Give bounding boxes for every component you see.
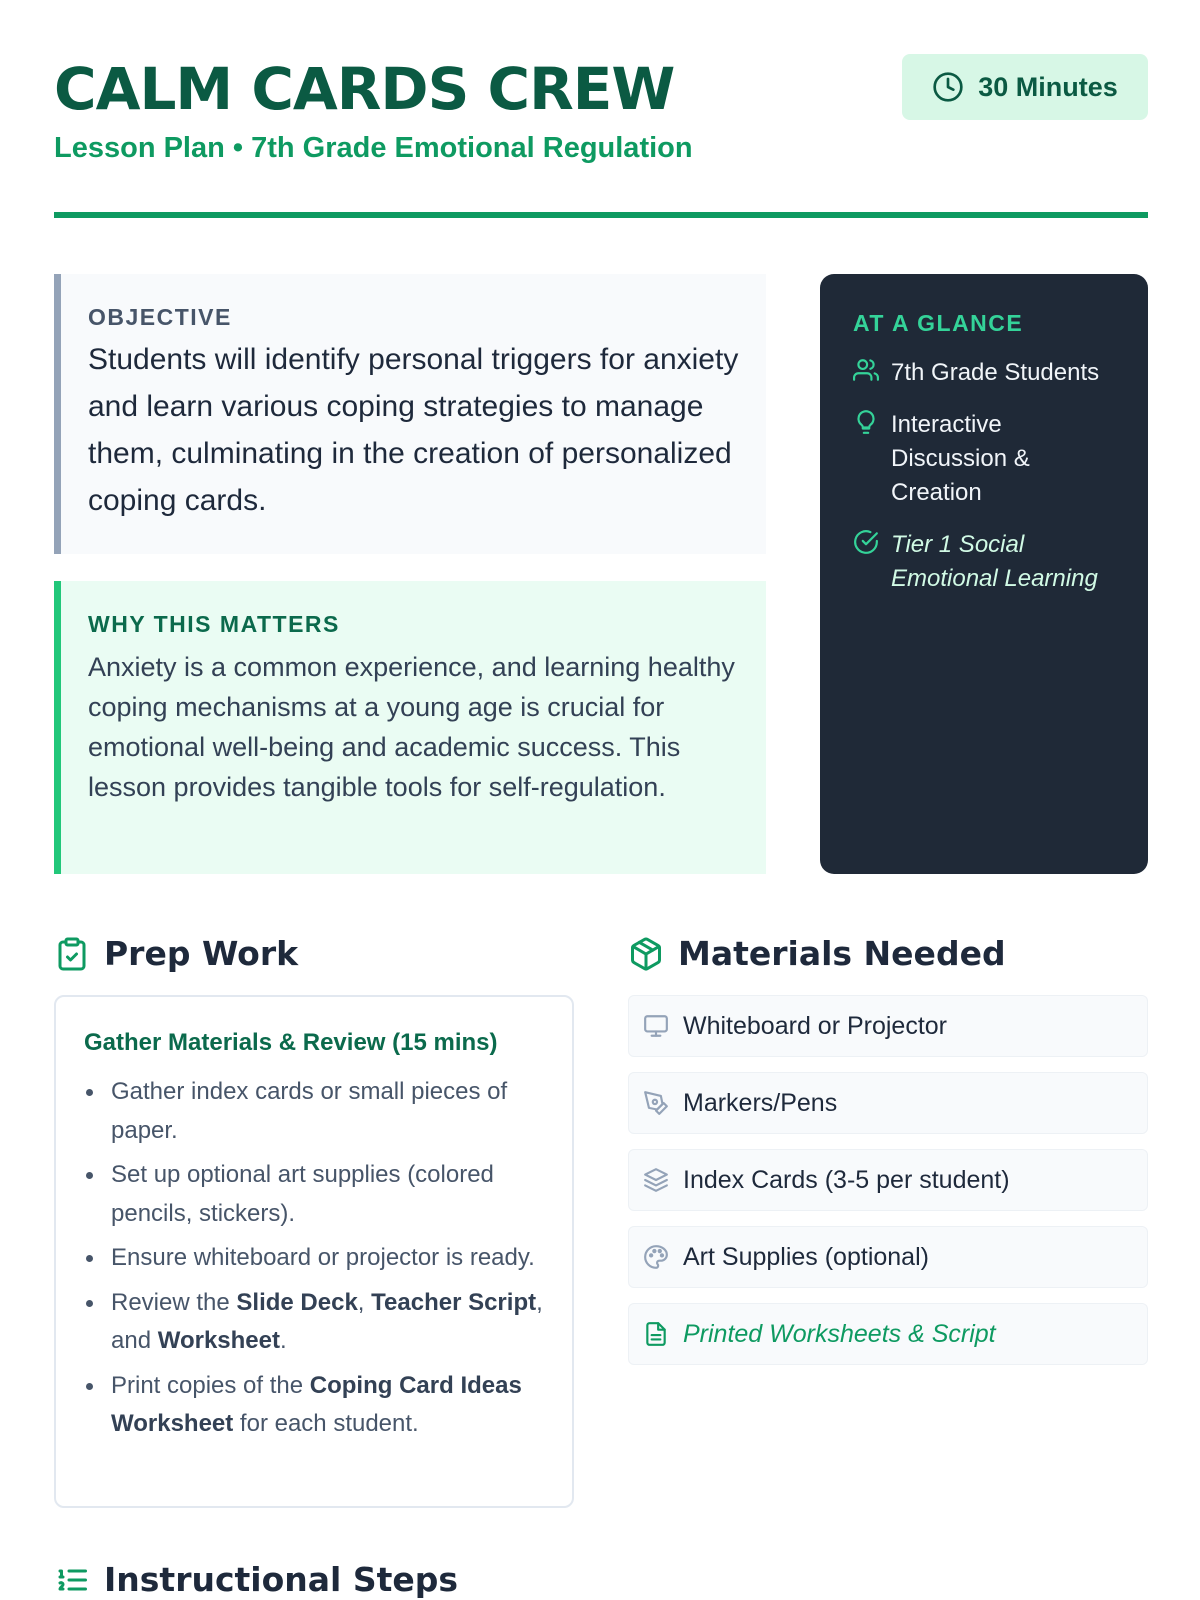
materials-title: Materials Needed — [678, 934, 1006, 973]
list-item — [84, 1367, 546, 1444]
prep-list — [84, 1073, 546, 1444]
objective-label: OBJECTIVE — [88, 304, 232, 330]
clock-icon — [932, 71, 964, 103]
glance-item-format — [853, 408, 1124, 510]
why-text: Anxiety is a common experience, and learning healthy coping mechanisms at a young age is crucial for emotional well-being and academic success. This lesson provides tangible tools for self-regulation. — [88, 652, 735, 802]
glance-text: Tier 1 Social Emotional Learning — [891, 531, 1098, 592]
list-item — [84, 1073, 546, 1150]
objective-text: Students will identify personal triggers for anxiety and learn various coping strategies to manage them, culminating in the creation of personalized coping cards. — [88, 343, 739, 517]
worksheet-ref: Worksheet — [157, 1327, 280, 1354]
prep-text: , and — [111, 1288, 543, 1354]
box-icon — [628, 936, 664, 972]
material-text: Whiteboard or Projector — [683, 1011, 948, 1040]
why-box — [54, 581, 766, 874]
page-title: CALM CARDS CREW — [54, 55, 675, 123]
prep-text: Ensure whiteboard or projector is ready. — [111, 1244, 535, 1271]
duration-badge — [902, 54, 1148, 120]
list-item — [628, 1303, 1148, 1365]
glance-item-audience — [853, 356, 1124, 390]
palette-icon — [643, 1244, 669, 1270]
list-item — [84, 1239, 546, 1278]
prep-work-heading — [54, 934, 298, 973]
users-icon — [853, 357, 879, 383]
prep-text: , — [357, 1288, 372, 1316]
pen-icon — [643, 1090, 669, 1116]
list-item — [628, 1226, 1148, 1288]
clipboard-check-icon — [54, 936, 90, 972]
instructional-steps-title: Instructional Steps — [104, 1560, 459, 1599]
prep-work-title: Prep Work — [104, 934, 299, 973]
page-subtitle: Lesson Plan • 7th Grade Emotional Regulation — [54, 132, 693, 164]
objective-box — [54, 274, 766, 554]
list-item — [84, 1156, 546, 1233]
teacher-script-ref: Teacher Script — [371, 1288, 537, 1316]
at-a-glance-panel — [820, 274, 1148, 874]
prep-text: for each student. — [233, 1410, 419, 1437]
list-item — [628, 1149, 1148, 1211]
materials-heading — [628, 934, 1006, 973]
coping-worksheet-ref: Coping Card Ideas Worksheet — [111, 1371, 522, 1437]
material-text: Printed Worksheets & Script — [683, 1319, 996, 1348]
material-text: Markers/Pens — [683, 1088, 838, 1117]
prep-card — [54, 995, 574, 1508]
material-text: Index Cards (3-5 per student) — [683, 1165, 1010, 1194]
glance-label: AT A GLANCE — [853, 310, 1024, 336]
duration-text: 30 Minutes — [978, 71, 1118, 102]
list-item — [628, 995, 1148, 1057]
check-circle-icon — [853, 529, 879, 555]
lightbulb-icon — [853, 409, 879, 435]
slide-deck-ref: Slide Deck — [236, 1288, 358, 1316]
prep-text: Gather index cards or small pieces of paper. — [111, 1078, 508, 1144]
header-divider — [54, 212, 1148, 218]
glance-text: 7th Grade Students — [891, 359, 1100, 386]
page-header — [54, 52, 1148, 222]
list-ordered-icon — [54, 1562, 90, 1598]
prep-card-title: Gather Materials & Review (15 mins) — [84, 1029, 498, 1056]
lesson-plan-page — [54, 0, 1148, 1600]
glance-text: Interactive Discussion & Creation — [891, 411, 1030, 506]
list-item — [84, 1284, 546, 1361]
prep-text: Set up optional art supplies (colored pencils, stickers). — [111, 1161, 494, 1227]
instructional-steps-heading — [54, 1560, 458, 1599]
layers-icon — [643, 1167, 669, 1193]
file-text-icon — [643, 1321, 669, 1347]
why-label: WHY THIS MATTERS — [88, 611, 340, 637]
monitor-icon — [643, 1013, 669, 1039]
list-item — [628, 1072, 1148, 1134]
materials-list — [628, 995, 1148, 1380]
prep-text: Review the — [111, 1288, 237, 1316]
material-text: Art Supplies (optional) — [683, 1242, 929, 1271]
prep-text: . — [279, 1327, 287, 1354]
prep-text: Print copies of the — [111, 1371, 310, 1399]
glance-item-tier — [853, 528, 1124, 596]
